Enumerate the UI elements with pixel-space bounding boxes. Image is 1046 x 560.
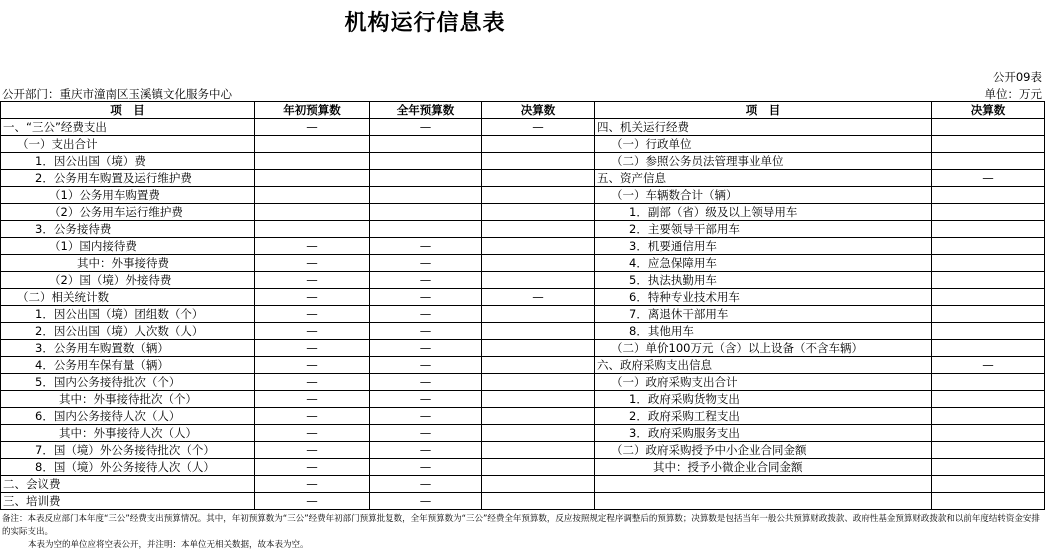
table-row <box>1 204 1045 221</box>
initial-budget-cell: — <box>255 306 370 323</box>
right-final-account-cell: — <box>932 357 1045 374</box>
annual-budget-cell <box>370 136 482 153</box>
form-number: 公开09表 <box>992 70 1042 84</box>
right-final-account-cell <box>932 459 1045 476</box>
right-final-account-cell <box>932 306 1045 323</box>
left-item-label: （1）国内接待费 <box>1 238 255 255</box>
right-item-label: （二）政府采购授予中小企业合同金额 <box>595 442 932 459</box>
table-row <box>1 170 1045 187</box>
table-row <box>1 357 1045 374</box>
final-account-cell <box>482 255 595 272</box>
right-final-account-cell <box>932 153 1045 170</box>
initial-budget-cell: — <box>255 272 370 289</box>
final-account-cell <box>482 391 595 408</box>
table-row <box>1 425 1045 442</box>
table-row <box>1 340 1045 357</box>
annual-budget-cell: — <box>370 442 482 459</box>
right-item-label: 2．主要领导干部用车 <box>595 221 932 238</box>
left-item-label: 2．因公出国（境）人次数（人） <box>1 323 255 340</box>
final-account-cell <box>482 459 595 476</box>
right-final-account-cell <box>932 255 1045 272</box>
right-item-label: （一）行政单位 <box>595 136 932 153</box>
info-table <box>0 101 1045 510</box>
annual-budget-cell: — <box>370 408 482 425</box>
notes <box>2 513 1042 552</box>
left-item-label: 1．因公出国（境）费 <box>1 153 255 170</box>
left-item-label: 二、会议费 <box>1 476 255 493</box>
table-row <box>1 221 1045 238</box>
left-item-label: 6．国内公务接待人次（人） <box>1 408 255 425</box>
final-account-cell <box>482 238 595 255</box>
table-row <box>1 119 1045 136</box>
annual-budget-cell <box>370 204 482 221</box>
annual-budget-cell: — <box>370 306 482 323</box>
right-final-account-cell <box>932 391 1045 408</box>
initial-budget-cell: — <box>255 442 370 459</box>
initial-budget-cell: — <box>255 119 370 136</box>
final-account-cell <box>482 153 595 170</box>
table-row <box>1 374 1045 391</box>
final-account-cell <box>482 306 595 323</box>
left-item-label: 其中：外事接待费 <box>1 255 255 272</box>
right-item-label: 3．政府采购服务支出 <box>595 425 932 442</box>
right-final-account-cell <box>932 238 1045 255</box>
left-item-label: 4．公务用车保有量（辆） <box>1 357 255 374</box>
table-row <box>1 272 1045 289</box>
right-final-account-cell <box>932 136 1045 153</box>
right-item-label: 7．离退休干部用车 <box>595 306 932 323</box>
right-final-account-cell <box>932 187 1045 204</box>
initial-budget-cell <box>255 136 370 153</box>
table-row <box>1 459 1045 476</box>
table-row <box>1 442 1045 459</box>
initial-budget-cell: — <box>255 255 370 272</box>
table-row <box>1 408 1045 425</box>
initial-budget-cell: — <box>255 476 370 493</box>
initial-budget-cell: — <box>255 238 370 255</box>
annual-budget-cell: — <box>370 493 482 510</box>
left-item-label: （2）公务用车运行维护费 <box>1 204 255 221</box>
initial-budget-cell: — <box>255 289 370 306</box>
right-final-account-cell <box>932 340 1045 357</box>
left-item-label: （2）国（境）外接待费 <box>1 272 255 289</box>
right-item-label: 8．其他用车 <box>595 323 932 340</box>
annual-budget-cell: — <box>370 425 482 442</box>
header-initial-budget: 年初预算数 <box>255 102 370 119</box>
unit-label: 单位：万元 <box>984 87 1042 101</box>
left-item-label: 3．公务接待费 <box>1 221 255 238</box>
final-account-cell <box>482 476 595 493</box>
initial-budget-cell: — <box>255 425 370 442</box>
annual-budget-cell: — <box>370 459 482 476</box>
table-row <box>1 187 1045 204</box>
right-item-label: 六、政府采购支出信息 <box>595 357 932 374</box>
initial-budget-cell: — <box>255 323 370 340</box>
right-item-label: 其中：授予小微企业合同金额 <box>595 459 932 476</box>
final-account-cell <box>482 408 595 425</box>
left-item-label: （二）相关统计数 <box>1 289 255 306</box>
right-final-account-cell <box>932 374 1045 391</box>
initial-budget-cell: — <box>255 459 370 476</box>
left-item-label: 一、“三公”经费支出 <box>1 119 255 136</box>
table-row <box>1 323 1045 340</box>
initial-budget-cell: — <box>255 391 370 408</box>
left-item-label: 其中：外事接待人次（人） <box>1 425 255 442</box>
header-final-account: 决算数 <box>482 102 595 119</box>
table-row <box>1 255 1045 272</box>
right-final-account-cell <box>932 119 1045 136</box>
annual-budget-cell: — <box>370 476 482 493</box>
annual-budget-cell: — <box>370 119 482 136</box>
left-item-label: （1）公务用车购置费 <box>1 187 255 204</box>
right-item-label: 2．政府采购工程支出 <box>595 408 932 425</box>
left-item-label: 8．国（境）外公务接待人次（人） <box>1 459 255 476</box>
final-account-cell <box>482 442 595 459</box>
header-item-right: 项 目 <box>595 102 932 119</box>
left-item-label: 其中：外事接待批次（个） <box>1 391 255 408</box>
final-account-cell <box>482 136 595 153</box>
initial-budget-cell <box>255 204 370 221</box>
initial-budget-cell <box>255 187 370 204</box>
annual-budget-cell: — <box>370 255 482 272</box>
page-title: 机构运行信息表 <box>344 11 506 36</box>
annual-budget-cell: — <box>370 289 482 306</box>
table-row <box>1 476 1045 493</box>
initial-budget-cell: — <box>255 408 370 425</box>
annual-budget-cell <box>370 170 482 187</box>
table-body <box>1 119 1045 510</box>
initial-budget-cell <box>255 170 370 187</box>
header-final-account-right: 决算数 <box>932 102 1045 119</box>
final-account-cell <box>482 425 595 442</box>
table-row <box>1 136 1045 153</box>
table-row <box>1 153 1045 170</box>
annual-budget-cell: — <box>370 391 482 408</box>
right-final-account-cell: — <box>932 170 1045 187</box>
initial-budget-cell: — <box>255 340 370 357</box>
final-account-cell <box>482 170 595 187</box>
annual-budget-cell: — <box>370 340 482 357</box>
annual-budget-cell: — <box>370 323 482 340</box>
initial-budget-cell <box>255 221 370 238</box>
note-empty: 本表为空的单位应将空表公开，并注明：本单位无相关数据，故本表为空。 <box>28 540 309 550</box>
header-item-left: 项 目 <box>1 102 255 119</box>
final-account-cell <box>482 493 595 510</box>
right-final-account-cell <box>932 425 1045 442</box>
right-item-label: 3．机要通信用车 <box>595 238 932 255</box>
right-final-account-cell <box>932 408 1045 425</box>
annual-budget-cell <box>370 187 482 204</box>
final-account-cell <box>482 340 595 357</box>
table-row <box>1 391 1045 408</box>
right-final-account-cell <box>932 221 1045 238</box>
final-account-cell: — <box>482 289 595 306</box>
right-item-label: 4．应急保障用车 <box>595 255 932 272</box>
right-item-label: 5．执法执勤用车 <box>595 272 932 289</box>
final-account-cell: — <box>482 119 595 136</box>
left-item-label: 1．因公出国（境）团组数（个） <box>1 306 255 323</box>
right-final-account-cell <box>932 442 1045 459</box>
table-row <box>1 289 1045 306</box>
final-account-cell <box>482 204 595 221</box>
left-item-label: 7．国（境）外公务接待批次（个） <box>1 442 255 459</box>
initial-budget-cell: — <box>255 493 370 510</box>
header-row <box>1 102 1045 119</box>
initial-budget-cell: — <box>255 374 370 391</box>
right-final-account-cell <box>932 289 1045 306</box>
left-item-label: 2．公务用车购置及运行维护费 <box>1 170 255 187</box>
annual-budget-cell: — <box>370 357 482 374</box>
right-item-label: （一）车辆数合计（辆） <box>595 187 932 204</box>
right-final-account-cell <box>932 204 1045 221</box>
left-item-label: 5．国内公务接待批次（个） <box>1 374 255 391</box>
right-item-label: 6．特种专业技术用车 <box>595 289 932 306</box>
annual-budget-cell: — <box>370 272 482 289</box>
final-account-cell <box>482 187 595 204</box>
left-item-label: 三、培训费 <box>1 493 255 510</box>
right-item-label <box>595 493 932 510</box>
right-item-label: （二）单价100万元（含）以上设备（不含车辆） <box>595 340 932 357</box>
left-item-label: （一）支出合计 <box>1 136 255 153</box>
department-label: 公开部门：重庆市潼南区玉溪镇文化服务中心 <box>2 87 232 101</box>
right-final-account-cell <box>932 493 1045 510</box>
annual-budget-cell <box>370 221 482 238</box>
right-final-account-cell <box>932 272 1045 289</box>
initial-budget-cell <box>255 153 370 170</box>
final-account-cell <box>482 357 595 374</box>
right-item-label: 1．政府采购货物支出 <box>595 391 932 408</box>
right-item-label: （二）参照公务员法管理事业单位 <box>595 153 932 170</box>
final-account-cell <box>482 323 595 340</box>
final-account-cell <box>482 374 595 391</box>
table-row <box>1 238 1045 255</box>
right-item-label: 五、资产信息 <box>595 170 932 187</box>
annual-budget-cell <box>370 153 482 170</box>
header-annual-budget: 全年预算数 <box>370 102 482 119</box>
right-item-label: 四、机关运行经费 <box>595 119 932 136</box>
final-account-cell <box>482 221 595 238</box>
table-row <box>1 493 1045 510</box>
right-item-label: （一）政府采购支出合计 <box>595 374 932 391</box>
table-row <box>1 306 1045 323</box>
annual-budget-cell: — <box>370 374 482 391</box>
left-item-label: 3．公务用车购置数（辆） <box>1 340 255 357</box>
right-final-account-cell <box>932 323 1045 340</box>
final-account-cell <box>482 272 595 289</box>
right-item-label <box>595 476 932 493</box>
right-final-account-cell <box>932 476 1045 493</box>
annual-budget-cell: — <box>370 238 482 255</box>
note-remark: 备注：本表反应部门本年度“三公”经费支出预算情况。其中，年初预算数为“三公”经费年初部门预算批复数，全年预算数为“三公”经费全年预算数，反应按照规定程序调整后的预算数；决算数是包括当年一般公共预算财政拨款、政府性基金预算财政拨款和以前年度结转资金安排的实际支出。 <box>2 514 1040 537</box>
initial-budget-cell: — <box>255 357 370 374</box>
right-item-label: 1．副部（省）级及以上领导用车 <box>595 204 932 221</box>
